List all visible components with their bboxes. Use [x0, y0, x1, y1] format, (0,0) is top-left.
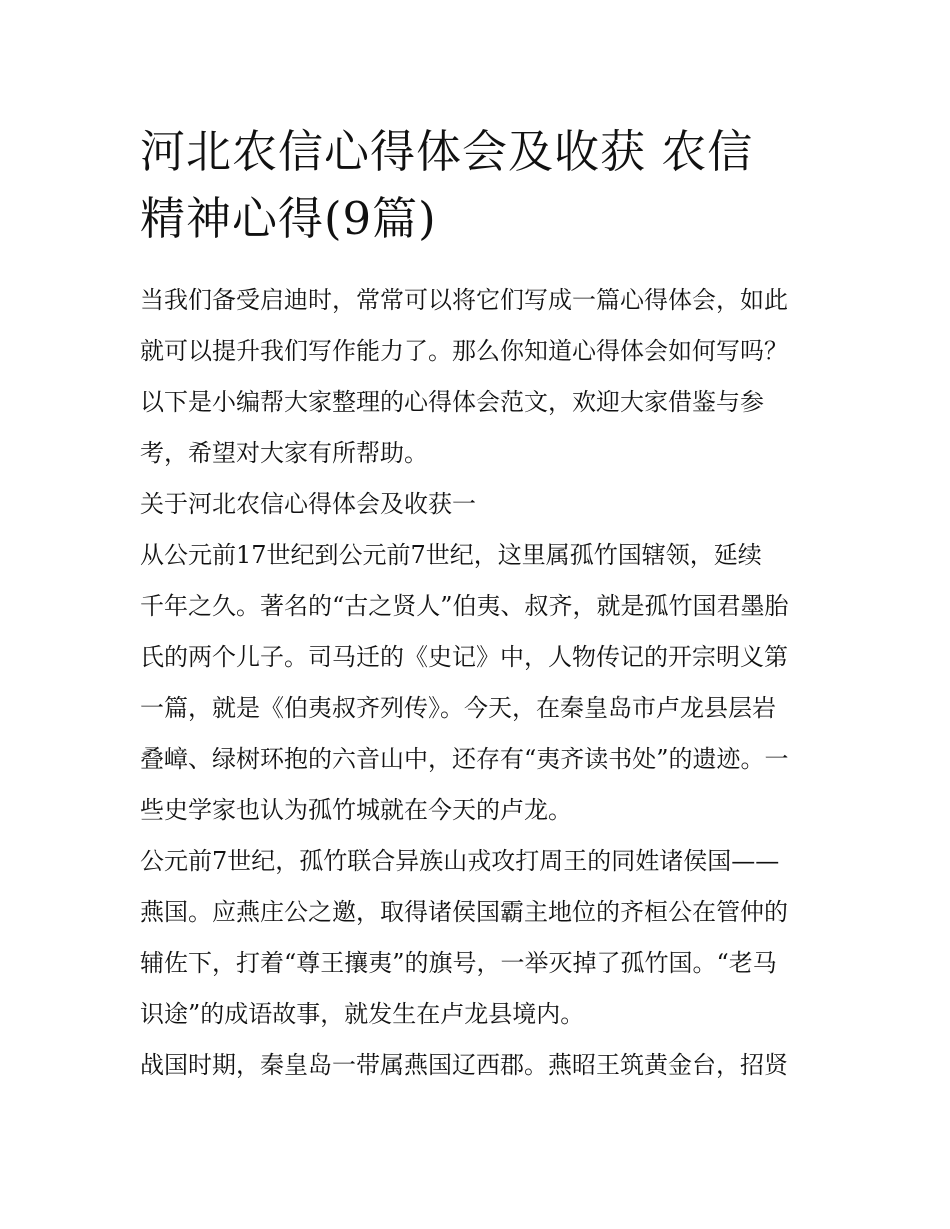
- text-line: 关于河北农信心得体会及收获一: [140, 490, 476, 518]
- document-body: [140, 282, 812, 1098]
- text-line: 叠嶂、绿树环抱的六音山中，还存有“夷齐读书处”的遗迹。一: [140, 745, 789, 773]
- text-line: 辅佐下，打着“尊王攘夷”的旗号，一举灭掉了孤竹国。“老马: [140, 949, 777, 977]
- text-line: 些史学家也认为孤竹城就在今天的卢龙。: [140, 796, 572, 824]
- text-line: 识途”的成语故事，就发生在卢龙县境内。: [140, 1000, 585, 1028]
- body-paragraph: [140, 843, 812, 1032]
- text-line: 考，希望对大家有所帮助。: [140, 439, 428, 467]
- body-paragraph: [140, 537, 812, 828]
- text-line: 以下是小编帮大家整理的心得体会范文，欢迎大家借鉴与参: [140, 388, 764, 416]
- text-line: 氏的两个儿子。司马迁的《史记》中，人物传记的开宗明义第: [140, 643, 788, 671]
- text-line: 燕国。应燕庄公之邀，取得诸侯国霸主地位的齐桓公在管仲的: [140, 898, 788, 926]
- text-line: 一篇，就是《伯夷叔齐列传》。今天，在秦皇岛市卢龙县层岩: [140, 694, 776, 722]
- text-line: 千年之久。著名的“古之贤人”伯夷、叔齐，就是孤竹国君墨胎: [140, 592, 789, 620]
- title-line: 精神心得(9篇): [140, 192, 437, 245]
- text-line: 从公元前17世纪到公元前7世纪，这里属孤竹国辖领，延续: [140, 541, 762, 569]
- title-line: 河北农信心得体会及收获 农信: [140, 125, 754, 178]
- text-line: 战国时期，秦皇岛一带属燕国辽西郡。燕昭王筑黄金台，招贤: [140, 1051, 788, 1079]
- text-line: 公元前7世纪，孤竹联合异族山戎攻打周王的同姓诸侯国——: [140, 847, 780, 875]
- body-paragraph: [140, 1047, 812, 1083]
- intro-paragraph: [140, 282, 812, 471]
- text-line: 就可以提升我们写作能力了。那么你知道心得体会如何写吗？: [140, 337, 788, 365]
- section-heading: [140, 486, 812, 522]
- document-title: [140, 118, 812, 252]
- text-line: 当我们备受启迪时，常常可以将它们写成一篇心得体会，如此: [140, 286, 788, 314]
